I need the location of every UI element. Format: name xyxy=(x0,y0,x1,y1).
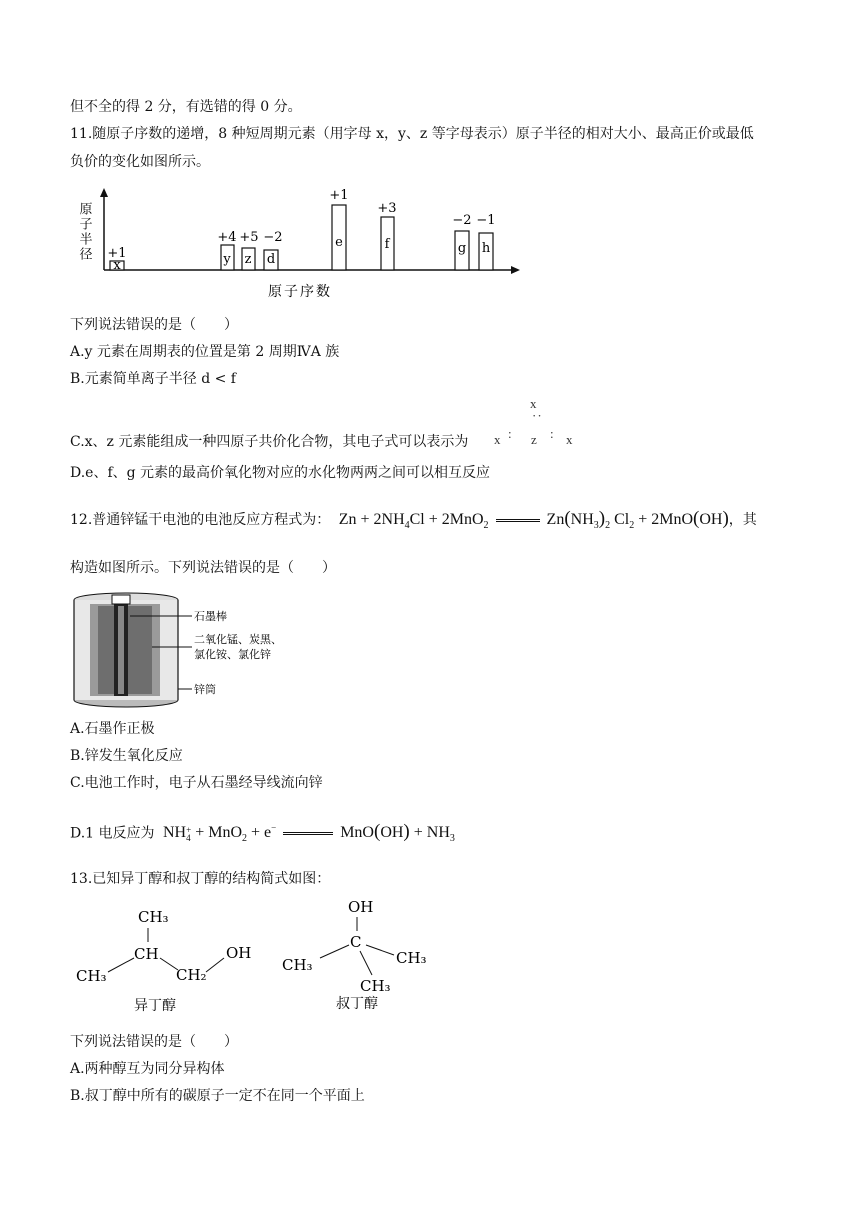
iso-ch: CH xyxy=(134,945,159,963)
q13-option-a: A.两种醇互为同分异构体 xyxy=(70,1061,225,1077)
val-y: +4 xyxy=(217,230,237,245)
chart-ylabel: 原子半径 xyxy=(76,202,92,262)
q12-option-c: C.电池工作时，电子从石墨经导线流向锌 xyxy=(70,775,323,791)
val-g: −2 xyxy=(452,213,472,228)
val-h: −1 xyxy=(476,213,496,228)
q12-option-b: B.锌发生氧化反应 xyxy=(70,748,183,764)
intro-text: 但不全的得 2 分，有选错的得 0 分。 xyxy=(70,99,302,115)
q11-stem-line2: 负价的变化如图所示。 xyxy=(70,154,210,170)
battery-diagram xyxy=(70,592,310,714)
q12-option-a: A.石墨作正极 xyxy=(70,721,155,737)
q13-prompt: 下列说法错误的是（ ） xyxy=(70,1034,238,1050)
q12-option-d-equation: NH+ 4 + MnO$_2$ + e− $MnO(OH) + NH_3$ xyxy=(163,821,455,845)
iso-ch3-top: CH₃ xyxy=(138,908,169,926)
label-zinc: 锌筒 xyxy=(194,683,216,696)
iso-ch2: CH₂ xyxy=(176,966,207,984)
q13-stem: 13.已知异丁醇和叔丁醇的结构简式如图： xyxy=(70,871,331,887)
val-x: +1 xyxy=(107,246,127,261)
formula-right-x: x xyxy=(566,432,573,447)
elem-h: h xyxy=(481,241,491,256)
val-f: +3 xyxy=(377,201,397,216)
elem-z: z xyxy=(244,252,252,267)
val-z: +5 xyxy=(239,230,259,245)
isobutanol-structure xyxy=(70,900,270,1018)
tb-ch3-right: CH₃ xyxy=(396,949,427,967)
q11-prompt: 下列说法错误的是（ ） xyxy=(70,317,238,333)
q13-option-b: B.叔丁醇中所有的碳原子一定不在同一个平面上 xyxy=(70,1088,365,1104)
q12-equation: $Zn + 2NH_4Cl + 2MnO_2$ $Zn(NH_3)_2$ $Cl_2 + 2MnO(OH)$ xyxy=(338,508,729,532)
elem-g: g xyxy=(457,241,467,256)
atomic-radius-chart xyxy=(70,182,530,304)
electron-formula: x ·· x : z : x xyxy=(494,396,573,447)
formula-top-x: x xyxy=(530,396,537,411)
val-e: +1 xyxy=(329,188,349,203)
elem-x: x xyxy=(113,258,121,273)
iso-ch3: CH₃ xyxy=(76,967,107,985)
tb-oh: OH xyxy=(348,898,374,916)
q12-option-d-prefix: D.1 电反应为 xyxy=(70,825,155,842)
tb-ch3-left: CH₃ xyxy=(282,956,313,974)
label-mixture-1: 二氧化锰、炭黑、 xyxy=(194,633,282,646)
chart-xlabel: 原子序数 xyxy=(268,284,332,300)
tb-c: C xyxy=(350,933,362,951)
q12-stem-line2: 构造如图所示。下列说法错误的是（ ） xyxy=(70,560,336,576)
formula-mid-z: z xyxy=(531,432,537,447)
q11-option-d: D.e、f、g 元素的最高价氧化物对应的水化物两两之间可以相互反应 xyxy=(70,465,491,481)
val-d: −2 xyxy=(263,230,283,245)
q11-stem-line1: 11.随原子序数的递增，8 种短周期元素（用字母 x，y、z 等字母表示）原子半径的相对大小、最高正价或最低 xyxy=(70,126,754,142)
label-mixture-2: 氯化铵、氯化锌 xyxy=(194,648,271,661)
elem-y: y xyxy=(223,252,231,267)
q12-option-d xyxy=(70,818,455,850)
iso-oh: OH xyxy=(226,944,252,962)
q12-stem-suffix: ，其 xyxy=(728,512,757,528)
q11-option-a: A.y 元素在周期表的位置是第 2 周期ⅣA 族 xyxy=(70,344,340,360)
elem-d: d xyxy=(266,252,276,267)
isobutanol-name: 异丁醇 xyxy=(134,998,176,1014)
q11-option-b: B.元素简单离子半径 d < f xyxy=(70,371,236,387)
tb-ch3-bottom: CH₃ xyxy=(360,977,391,995)
elem-e: e xyxy=(335,235,343,250)
tbutanol-name: 叔丁醇 xyxy=(336,996,378,1012)
q11-option-c: C.x、z 元素能组成一种四原子共价化合物，其电子式可以表示为 xyxy=(70,434,469,450)
chart-bars xyxy=(110,205,496,270)
q12-stem-prefix: 12.普通锌锰干电池的电池反应方程式为： xyxy=(70,512,331,528)
label-graphite: 石墨棒 xyxy=(194,610,227,623)
elem-f: f xyxy=(384,237,390,252)
tbutanol-structure xyxy=(280,895,450,1015)
formula-left-x: x xyxy=(494,432,501,447)
q12-stem-line1 xyxy=(70,509,757,536)
